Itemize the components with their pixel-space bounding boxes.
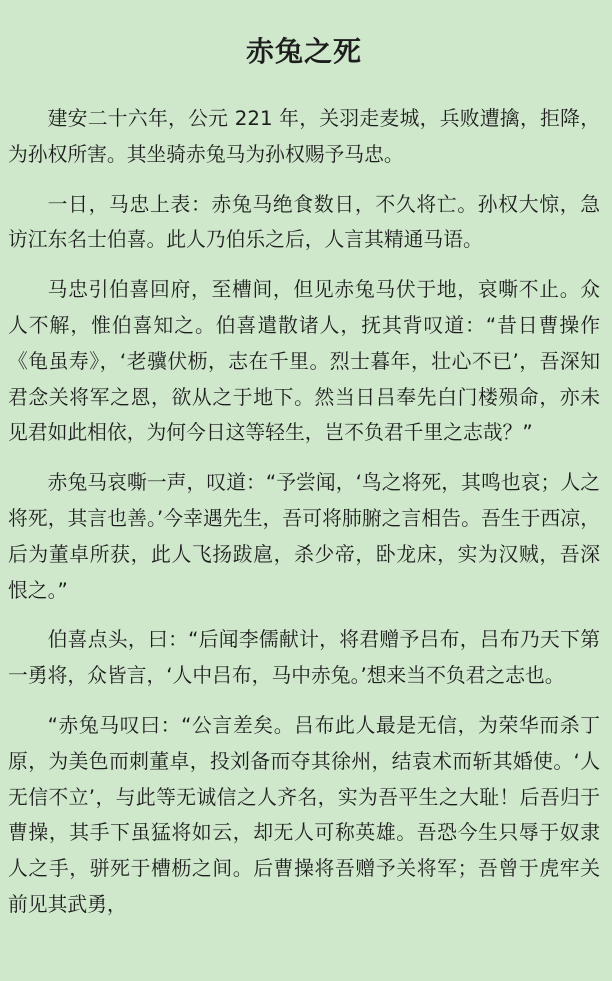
paragraph-1: 建安二十六年，公元 221 年，关羽走麦城，兵败遭擒，拒降，为孙权所害。其坐骑赤兔马为孙权赐予马忠。 bbox=[8, 107, 600, 166]
article-title: 赤兔之死 bbox=[245, 35, 362, 68]
paragraph-4: 赤兔马哀嘶一声，叹道：“予尝闻，‘鸟之将死，其鸣也哀；人之将死，其言也善。’今幸遇先生，吾可将肺腑之言相告。吾生于西凉，后为董卓所获，此人飞扬跋扈，杀少帝，卧龙床，实为汉贼，吾深恨之。” bbox=[8, 471, 600, 602]
paragraph-3: 马忠引伯喜回府，至槽间，但见赤兔马伏于地，哀嘶不止。众人不解，惟伯喜知之。伯喜遣散诸人，抚其背叹道：“昔日曹操作《龟虽寿》，‘老骥伏枥，志在千里。烈士暮年，壮心不已’，吾深知君念关将军之恩，欲从之于地下。然当日吕奉先白门楼殒命，亦未见君如此相依，为何今日这等轻生，岂不负君千里之志哉？” bbox=[8, 278, 600, 445]
paragraph-6: “赤兔马叹曰：“公言差矣。吕布此人最是无信，为荣华而杀丁原，为美色而刺董卓，投刘备而夺其徐州，结袁术而斩其婚使。‘人无信不立’，与此等无诚信之人齐名，实为吾平生之大耻！后吾归于曹操，其手下虽猛将如云，却无人可称英雄。吾恐今生只辱于奴隶人之手，骈死于槽枥之间。后曹操将吾赠予关将军；吾曾于虎牢关前见其武勇， bbox=[8, 713, 600, 916]
paragraph-5: 伯喜点头，曰：“后闻李儒献计，将君赠予吕布，吕布乃天下第一勇将，众皆言，‘人中吕布，马中赤兔。’想来当不负君之志也。 bbox=[8, 628, 600, 688]
paragraph-2: 一日，马忠上表：赤兔马绝食数日，不久将亡。孙权大惊，急访江东名士伯喜。此人乃伯乐之后，人言其精通马语。 bbox=[8, 192, 600, 252]
